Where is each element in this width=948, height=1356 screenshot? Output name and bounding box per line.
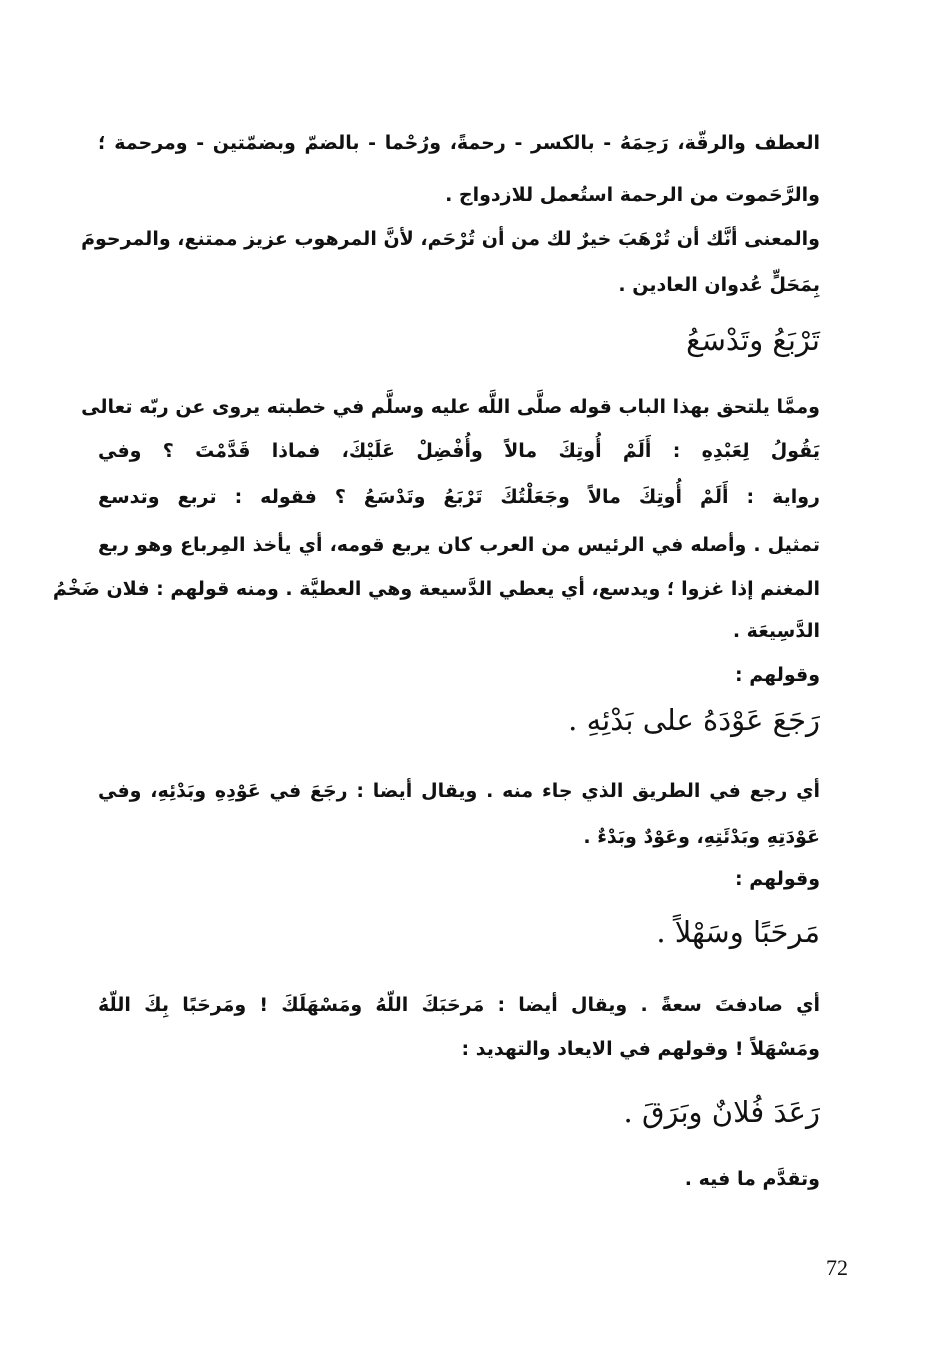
paragraph-1-line-2: والرَّحَموت من الرحمة استُعمل للازدواج .	[445, 184, 820, 206]
paragraph-6-line-1: أي صادفتَ سعةً . ويقال أيضا : مَرحَبَكَ اللّهُ ومَسْهَلَكَ ! ومَرحَبًا بِكَ اللّهُ	[98, 994, 820, 1016]
heading-rajaa-awdahu: رَجَعَ عَوْدَهُ على بَدْئِهِ .	[568, 703, 820, 737]
paragraph-2-line-2: بِمَحَلٍّ عُدوان العادين .	[618, 274, 820, 296]
paragraph-4-line-1: تمثيل . وأصله في الرئيس من العرب كان يربع قومه، أي يأخذ المِرباع وهو ربع	[98, 534, 820, 556]
paragraph-4-line-3: الدَّسِيعَة .	[732, 620, 820, 642]
paragraph-4-line-4: وقولهم :	[735, 664, 820, 686]
paragraph-3-line-1: وممَّا يلتحق بهذا الباب قوله صلَّى اللَّه عليه وسلَّم في خطبته يروى عن ربّه تعالى	[81, 396, 820, 418]
heading-raada-fulan: رَعَدَ فُلانٌ وبَرَقَ .	[623, 1095, 820, 1129]
paragraph-3-line-2: يَقُولُ لِعَبْدِهِ : أَلَمْ أُوتِكَ مالاً وأُفْضِلْ عَلَيْكَ، فماذا قَدَّمْتَ ؟ وفي	[98, 440, 820, 462]
paragraph-5-line-1: أي رجع في الطريق الذي جاء منه . ويقال أيضا : رجَعَ في عَوْدِهِ وبَدْئِهِ، وفي	[98, 780, 820, 802]
paragraph-2-line-1: والمعنى أنَّك أن تُرْهَبَ خيرٌ لك من أن تُرْحَم، لأنَّ المرهوب عزيز ممتنع، والمرحومَ	[81, 228, 820, 250]
paragraph-3-line-3: رواية : أَلَمْ أُوتِكَ مالاً وجَعَلْتُكَ تَرْبَعُ وتَدْسَعُ ؟ فقوله : تربع وتدسع	[98, 486, 820, 508]
heading-marhaban-wa-sahlan: مَرحَبًا وسَهْلاً .	[656, 915, 820, 949]
paragraph-5-line-3: وقولهم :	[735, 868, 820, 890]
page-number: 72	[826, 1255, 848, 1280]
paragraph-7-line-1: وتقدَّم ما فيه .	[684, 1168, 820, 1190]
paragraph-6-line-2: ومَسْهَلاً ! وقولهم في الايعاد والتهديد :	[461, 1038, 820, 1060]
paragraph-1-line-1: العطف والرقّة، رَحِمَهُ - بالكسر - رحمةً، ورُحْما - بالضمّ وبضمّتين - ومرحمة ؛	[98, 132, 820, 154]
paragraph-4-line-2: المغنم إذا غزوا ؛ ويدسع، أي يعطي الدَّسيعة وهي العطيَّة . ومنه قولهم : فلان ضَخْمُ	[52, 578, 820, 600]
heading-tarbau-wa-tadsau: تَرْبَعُ وتَدْسَعُ	[686, 323, 820, 357]
paragraph-5-line-2: عَوْدَتِهِ وبَدْئَتِهِ، وعَوْدٌ وبَدْءٌ .	[583, 826, 820, 848]
